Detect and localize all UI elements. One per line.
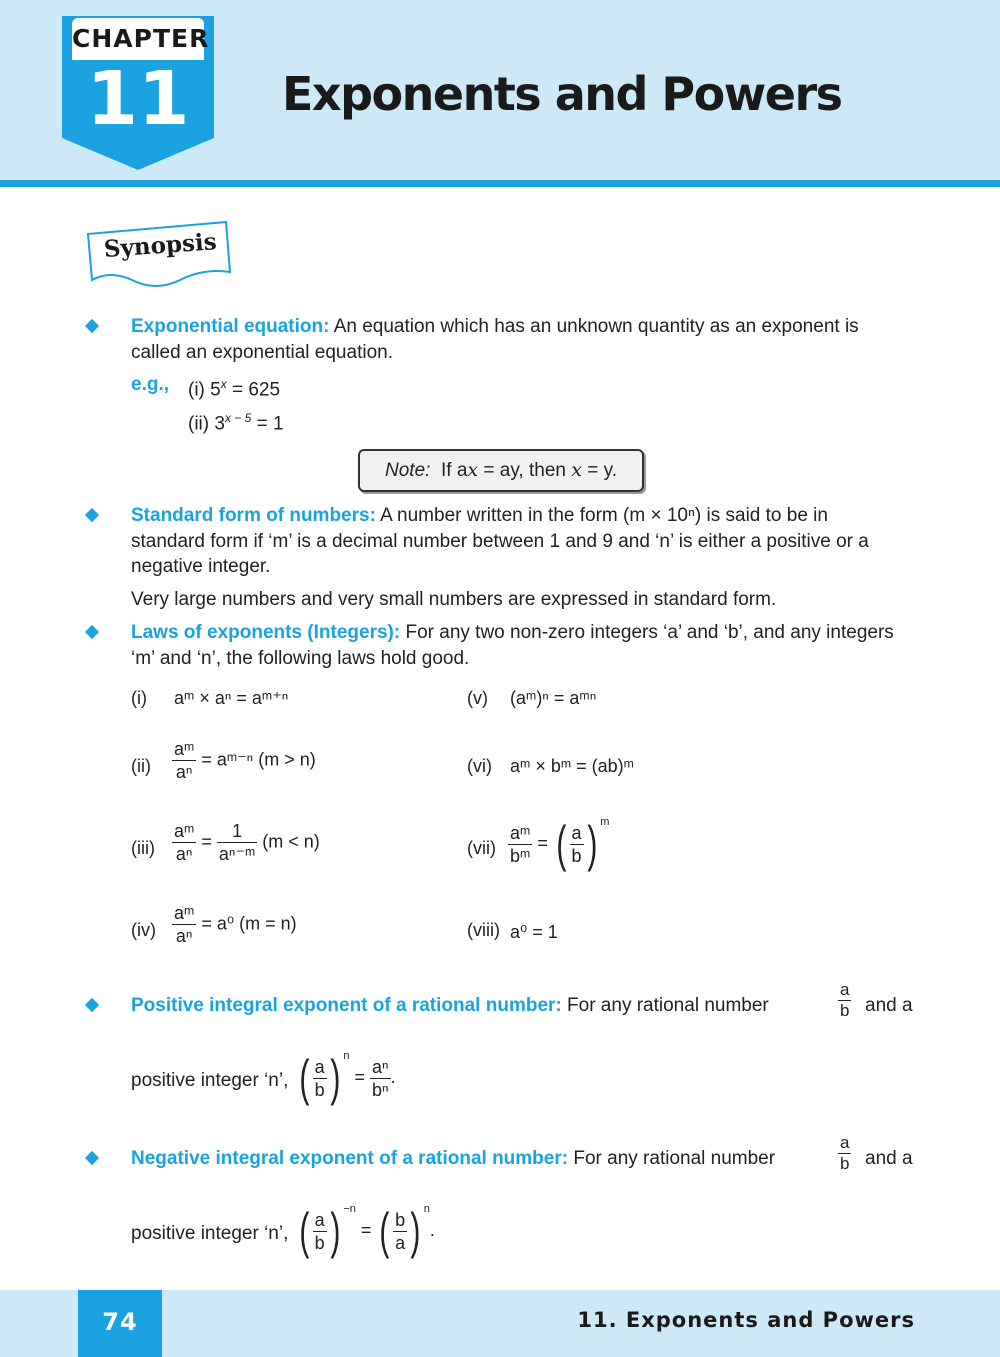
frac-den: bᵐ — [510, 845, 531, 866]
page-number: 74 — [78, 1290, 162, 1357]
neg-exp-exponent1: −n — [343, 1203, 356, 1215]
law-iii-frac1 — [172, 820, 196, 865]
law-vi-num: (vi) — [467, 756, 492, 776]
bullet-diamond-icon — [85, 319, 99, 333]
example-1 — [188, 372, 280, 403]
frac-den: aⁿ — [175, 844, 193, 864]
std-line1: A number written in the form (m × 10ⁿ) is said to be in — [380, 505, 828, 526]
frac-num: a — [314, 1056, 325, 1077]
frac-den: aⁿ⁻ᵐ — [218, 844, 256, 864]
frac-num: a — [840, 980, 850, 999]
frac-den: aⁿ — [175, 762, 193, 782]
law-iii-cond: (m < n) — [262, 831, 320, 852]
pos-exp-exponent: n — [343, 1050, 350, 1062]
law-v-num: (v) — [467, 688, 488, 708]
frac-num: aᵐ — [174, 903, 195, 923]
frac-num: aᵐ — [174, 821, 195, 841]
frac-num: aᵐ — [174, 739, 195, 759]
term-standard-form: Standard form of numbers: — [131, 505, 376, 526]
pos-exp-tail: and a — [865, 995, 913, 1016]
law-vii — [508, 816, 610, 873]
exponential-equation-para — [131, 314, 916, 365]
frac-a-over-b — [838, 1133, 851, 1174]
paren-open: ( — [299, 1050, 310, 1107]
laws-para — [131, 620, 916, 671]
law-iii-eq: = — [201, 831, 212, 852]
synopsis-label: Synopsis — [103, 228, 218, 263]
standard-form-para — [131, 503, 916, 612]
term-exponential-equation: Exponential equation: — [131, 316, 330, 337]
chapter-label: CHAPTER — [72, 18, 204, 60]
term-positive-exponent: Positive integral exponent of a rational number: — [131, 995, 562, 1016]
frac-den: bⁿ — [372, 1079, 389, 1100]
chapter-number: 11 — [86, 56, 190, 142]
law-vii-frac2 — [570, 822, 584, 867]
frac-num: b — [395, 1209, 406, 1230]
std-line2: standard form if ‘m’ is a decimal number between 1 and 9 and ‘n’ is either a positive or a — [131, 530, 869, 552]
eg-text: e.g., — [131, 374, 170, 395]
law-ii — [172, 738, 316, 783]
law-iv-rhs: = a⁰ (m = n) — [201, 913, 297, 934]
exp-eq-line2: called an exponential equation. — [131, 341, 393, 363]
exp-eq-line1: An equation which has an unknown quantity as an exponent is — [333, 316, 859, 337]
law-iv-num: (iv) — [131, 920, 156, 940]
paren-open: ( — [299, 1203, 310, 1260]
frac-den: b — [840, 1001, 850, 1020]
note-box — [358, 449, 644, 492]
ex2-base: 3 — [214, 413, 225, 435]
neg-exp-line1: For any rational number — [573, 1148, 776, 1169]
ex1-num: (i) — [188, 379, 205, 401]
pos-exp-eq: = — [354, 1067, 365, 1087]
pos-exp-end: . — [390, 1067, 396, 1087]
note-text-c: = y. — [581, 460, 617, 481]
frac-num: a — [571, 822, 582, 843]
std-line3: negative integer. — [131, 556, 271, 577]
frac-den: b — [314, 1232, 325, 1253]
pos-exp-line1: For any rational number — [567, 995, 769, 1016]
law-vii-num: (vii) — [467, 838, 496, 858]
frac-an-over-bn — [370, 1056, 391, 1101]
pos-exp-formula — [296, 1050, 396, 1107]
note-label: Note: — [385, 460, 431, 481]
bullet-diamond-icon — [85, 625, 99, 639]
neg-exp-line2: positive integer ‘n’, — [131, 1223, 289, 1244]
paren-close: ) — [586, 816, 597, 873]
paren-close: ) — [330, 1050, 340, 1107]
laws-line1: For any two non-zero integers ‘a’ and ‘b’, and any integers — [405, 622, 894, 643]
ex1-exp: x — [220, 377, 227, 391]
frac-a-over-b — [838, 980, 851, 1021]
law-vii-eq: = — [537, 833, 548, 853]
law-vi: aᵐ × bᵐ = (ab)ᵐ — [510, 756, 634, 776]
eg-label — [131, 372, 169, 398]
law-vii-exp: m — [600, 816, 610, 828]
frac-den: b — [571, 845, 582, 866]
note-x1: x — [467, 459, 479, 481]
law-i: aᵐ × aⁿ = aᵐ⁺ⁿ — [174, 688, 289, 708]
term-laws: Laws of exponents (Integers): — [131, 622, 401, 643]
footer-chapter-title: 11. Exponents and Powers — [577, 1308, 915, 1332]
paren-close: ) — [410, 1203, 421, 1260]
law-iii — [172, 820, 320, 865]
frac-den: b — [840, 1154, 850, 1173]
frac-den: aⁿ — [175, 926, 193, 946]
ex2-exp: x − 5 — [224, 411, 252, 425]
note-text-b: = ay, then — [478, 460, 572, 481]
frac-num: aᵐ — [510, 822, 531, 843]
pos-exp-line2: positive integer ‘n’, — [131, 1070, 289, 1091]
law-iii-frac2 — [217, 820, 257, 865]
frac-num: 1 — [217, 820, 257, 843]
paren-close: ) — [330, 1203, 340, 1260]
law-iii-num: (iii) — [131, 838, 155, 858]
ex1-base: 5 — [210, 379, 221, 401]
neg-exp-frac — [838, 1133, 851, 1174]
negative-exponent-para — [131, 1146, 916, 1172]
laws-line2: ‘m’ and ‘n’, the following laws hold good. — [131, 647, 470, 669]
term-negative-exponent: Negative integral exponent of a rational number: — [131, 1148, 569, 1169]
ex2-rest: = 1 — [251, 413, 284, 435]
bullet-diamond-icon — [85, 1151, 99, 1165]
neg-exp-tail: and a — [865, 1148, 913, 1169]
paren-open: ( — [379, 1203, 390, 1260]
pos-exp-frac — [838, 980, 851, 1021]
law-vii-frac1 — [508, 822, 532, 867]
law-viii: a⁰ = 1 — [510, 922, 558, 942]
neg-exp-end: . — [429, 1220, 435, 1240]
neg-exp-eq: = — [360, 1220, 372, 1240]
note-text-a: If a — [440, 460, 468, 481]
example-2 — [188, 406, 284, 437]
ex2-num: (ii) — [188, 413, 210, 435]
positive-exponent-para — [131, 993, 916, 1019]
frac-den: b — [314, 1079, 325, 1100]
frac-b-over-a — [393, 1209, 407, 1254]
law-iv-frac — [172, 902, 196, 947]
note-x2: x — [571, 459, 582, 481]
bullet-diamond-icon — [85, 508, 99, 522]
frac-a-over-b — [313, 1056, 327, 1101]
law-v: (aᵐ)ⁿ = aᵐⁿ — [510, 688, 597, 708]
law-i-num: (i) — [131, 688, 147, 708]
law-iv — [172, 902, 297, 947]
neg-exp-formula — [296, 1203, 435, 1260]
header-rule — [0, 180, 1000, 187]
law-viii-num: (viii) — [467, 920, 500, 940]
std-line4: Very large numbers and very small numbers are expressed in standard form. — [131, 588, 777, 610]
frac-num: a — [840, 1133, 850, 1152]
frac-num: a — [314, 1209, 325, 1230]
ex1-rest: = 625 — [226, 379, 281, 401]
law-ii-rhs: = aᵐ⁻ⁿ (m > n) — [201, 749, 316, 770]
law-ii-frac — [172, 738, 196, 783]
paren-open: ( — [556, 816, 567, 873]
frac-den: a — [395, 1232, 406, 1253]
frac-num: aⁿ — [372, 1056, 389, 1077]
law-ii-num: (ii) — [131, 756, 151, 776]
neg-exp-exponent2: n — [423, 1203, 430, 1215]
page-title: Exponents and Powers — [282, 67, 842, 121]
bullet-diamond-icon — [85, 998, 99, 1012]
frac-a-over-b — [313, 1209, 327, 1254]
